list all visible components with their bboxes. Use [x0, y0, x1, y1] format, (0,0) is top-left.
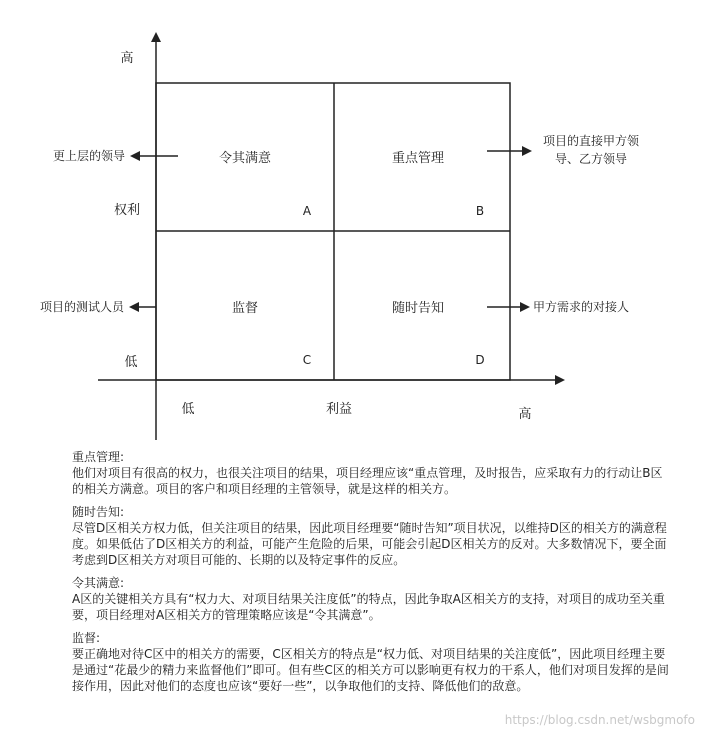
- cell-d-letter: D: [475, 353, 485, 367]
- note-title: 随时告知:: [72, 505, 125, 519]
- side-label-d: 甲方需求的对接人: [533, 300, 630, 314]
- cell-d-label: 随时告知: [391, 301, 445, 316]
- x-axis-high-label: 高: [518, 407, 532, 422]
- note-keep-informed: [72, 504, 672, 568]
- note-body: 他们对项目有很高的权力，也很关注项目的结果，项目经理应该“重点管理，及时报告，应采取有力的行动让B区的相关方满意。项目的客户和项目经理的主管领导，就是这样的相关方。: [72, 466, 663, 496]
- note-title: 监督:: [72, 631, 101, 645]
- x-axis-low-label: 低: [181, 402, 195, 417]
- side-label-b-line1: 项目的直接甲方领: [542, 134, 640, 148]
- cell-b-label: 重点管理: [391, 151, 445, 166]
- watermark: https://blog.csdn.net/wsbgmofo: [504, 713, 695, 727]
- cell-b-letter: B: [475, 204, 485, 218]
- side-label-a: 更上层的领导: [52, 149, 125, 163]
- y-axis-high-label: 高: [120, 51, 134, 66]
- note-monitor: [72, 630, 672, 694]
- side-label-c: 项目的测试人员: [39, 300, 124, 314]
- cell-a-letter: A: [302, 204, 312, 218]
- cell-a-label: 令其满意: [218, 151, 272, 166]
- y-axis-title: 权利: [113, 203, 141, 218]
- note-body: A区的关键相关方具有“权力大、对项目结果关注度低”的特点，因此争取A区相关方的支持，对项目的成功至关重要，项目经理对A区相关方的管理策略应该是“令其满意”。: [72, 592, 665, 622]
- note-body: 要正确地对待C区中的相关方的需要，C区相关方的特点是“权力低、对项目结果的关注度低”，因此项目经理主要是通过“花最少的精力来监督他们”即可。但有些C区的相关方可以影响更有权力的干系人，他们对项目发挥的是间接作用，因此对他们的态度也应该“要好一些”，以争取他们的支持、降低他们的敌意。: [72, 647, 669, 693]
- note-body: 尽管D区相关方权力低，但关注项目的结果，因此项目经理要“随时告知”项目状况，以维持D区的相关方的满意程度。如果低估了D区相关方的利益，可能产生危险的后果，可能会引起D区相关方的反对。大多数情况下，要全面考虑到D区相关方对项目可能的、长期的以及特定事件的反应。: [72, 521, 667, 567]
- cell-c-letter: C: [302, 353, 312, 367]
- side-label-b-line2: 导、乙方领导: [554, 152, 628, 166]
- note-title: 重点管理:: [72, 450, 125, 464]
- notes-section: [72, 449, 672, 701]
- note-title: 令其满意:: [72, 576, 125, 590]
- x-axis-title: 利益: [325, 402, 353, 417]
- note-key-management: [72, 449, 672, 497]
- y-axis-low-label: 低: [124, 355, 138, 370]
- cell-c-label: 监督: [231, 301, 259, 316]
- note-keep-satisfied: [72, 575, 672, 623]
